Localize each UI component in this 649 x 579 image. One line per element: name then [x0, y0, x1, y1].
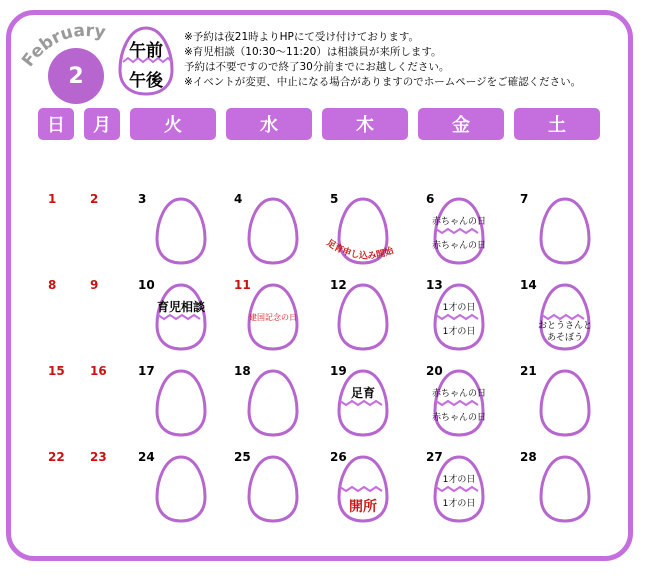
date-number: 21 — [520, 364, 537, 378]
date-number: 28 — [520, 450, 537, 464]
date-number: 16 — [90, 364, 107, 378]
egg-label: 1才の日 — [442, 475, 476, 485]
pm-label: 午後 — [129, 71, 163, 91]
egg-label: おとうさんと — [537, 321, 592, 331]
date-number: 11 — [234, 278, 251, 292]
egg-label: 赤ちゃんの日 — [431, 389, 486, 399]
date-number: 8 — [48, 278, 57, 292]
date-number: 5 — [330, 192, 339, 206]
egg-icon[interactable] — [154, 454, 208, 524]
curved-event-label — [320, 238, 410, 278]
date-number: 15 — [48, 364, 65, 378]
date-number: 14 — [520, 278, 537, 292]
date-number: 22 — [48, 450, 65, 464]
svg-text:足育申し込み開始: 足育申し込み開始 — [324, 238, 396, 262]
egg-label: あそぼう — [546, 333, 583, 343]
note-line: ※イベントが変更、中止になる場合がありますのでホームページをご確認ください。 — [184, 76, 582, 88]
egg-icon[interactable] — [538, 368, 592, 438]
egg-icon[interactable] — [432, 454, 486, 524]
weekday-header-6: 土 — [514, 108, 600, 140]
date-number: 9 — [90, 278, 99, 292]
egg-icon[interactable] — [246, 454, 300, 524]
month-number-badge — [48, 48, 104, 104]
egg-label: 赤ちゃんの日 — [431, 217, 486, 227]
egg-label: 建国記念の日 — [249, 313, 297, 322]
date-number: 13 — [426, 278, 443, 292]
egg-icon[interactable] — [154, 196, 208, 266]
date-number: 20 — [426, 364, 443, 378]
egg-icon[interactable] — [432, 282, 486, 352]
note-line: 予約は不要ですので終了30分前までにお越しください。 — [184, 61, 450, 73]
note-line: ※育児相談（10:30〜11:20）は相談員が来所します。 — [184, 46, 442, 58]
note-line: ※予約は夜21時よりHPにて受け付けております。 — [184, 31, 420, 43]
weekday-header-3: 水 — [226, 108, 312, 140]
egg-label: 1才の日 — [442, 499, 476, 509]
date-number: 23 — [90, 450, 107, 464]
weekday-header-1: 月 — [84, 108, 120, 140]
egg-icon[interactable] — [538, 454, 592, 524]
date-number: 26 — [330, 450, 347, 464]
date-number: 27 — [426, 450, 443, 464]
month-number: 2 — [68, 63, 84, 89]
egg-icon[interactable] — [246, 196, 300, 266]
notes — [184, 30, 581, 90]
weekday-header-2: 火 — [130, 108, 216, 140]
date-number: 18 — [234, 364, 251, 378]
date-number: 19 — [330, 364, 347, 378]
egg-label: 1才の日 — [442, 303, 476, 313]
egg-icon[interactable] — [154, 368, 208, 438]
am-label: 午前 — [129, 41, 163, 61]
date-number: 4 — [234, 192, 243, 206]
egg-icon[interactable] — [432, 368, 486, 438]
egg-label: 赤ちゃんの日 — [431, 241, 486, 251]
weekday-header-5: 金 — [418, 108, 504, 140]
month-name: February — [18, 20, 108, 71]
egg-icon[interactable] — [336, 368, 390, 438]
weekday-header-0: 日 — [38, 108, 74, 140]
date-number: 24 — [138, 450, 155, 464]
egg-label: 足育 — [350, 386, 375, 400]
egg-icon[interactable] — [336, 282, 390, 352]
egg-label: 開所 — [349, 499, 377, 515]
date-number: 17 — [138, 364, 155, 378]
date-number: 6 — [426, 192, 435, 206]
egg-label: 赤ちゃんの日 — [431, 413, 486, 423]
date-number: 7 — [520, 192, 529, 206]
date-number: 10 — [138, 278, 155, 292]
date-number: 25 — [234, 450, 251, 464]
egg-icon[interactable] — [154, 282, 208, 352]
egg-label: 1才の日 — [442, 327, 476, 337]
date-number: 3 — [138, 192, 147, 206]
weekday-header-4: 木 — [322, 108, 408, 140]
date-number: 1 — [48, 192, 57, 206]
date-number: 12 — [330, 278, 347, 292]
egg-icon[interactable] — [538, 196, 592, 266]
egg-label: 育児相談 — [156, 300, 205, 314]
egg-icon[interactable] — [432, 196, 486, 266]
date-number: 2 — [90, 192, 99, 206]
egg-icon[interactable] — [246, 368, 300, 438]
